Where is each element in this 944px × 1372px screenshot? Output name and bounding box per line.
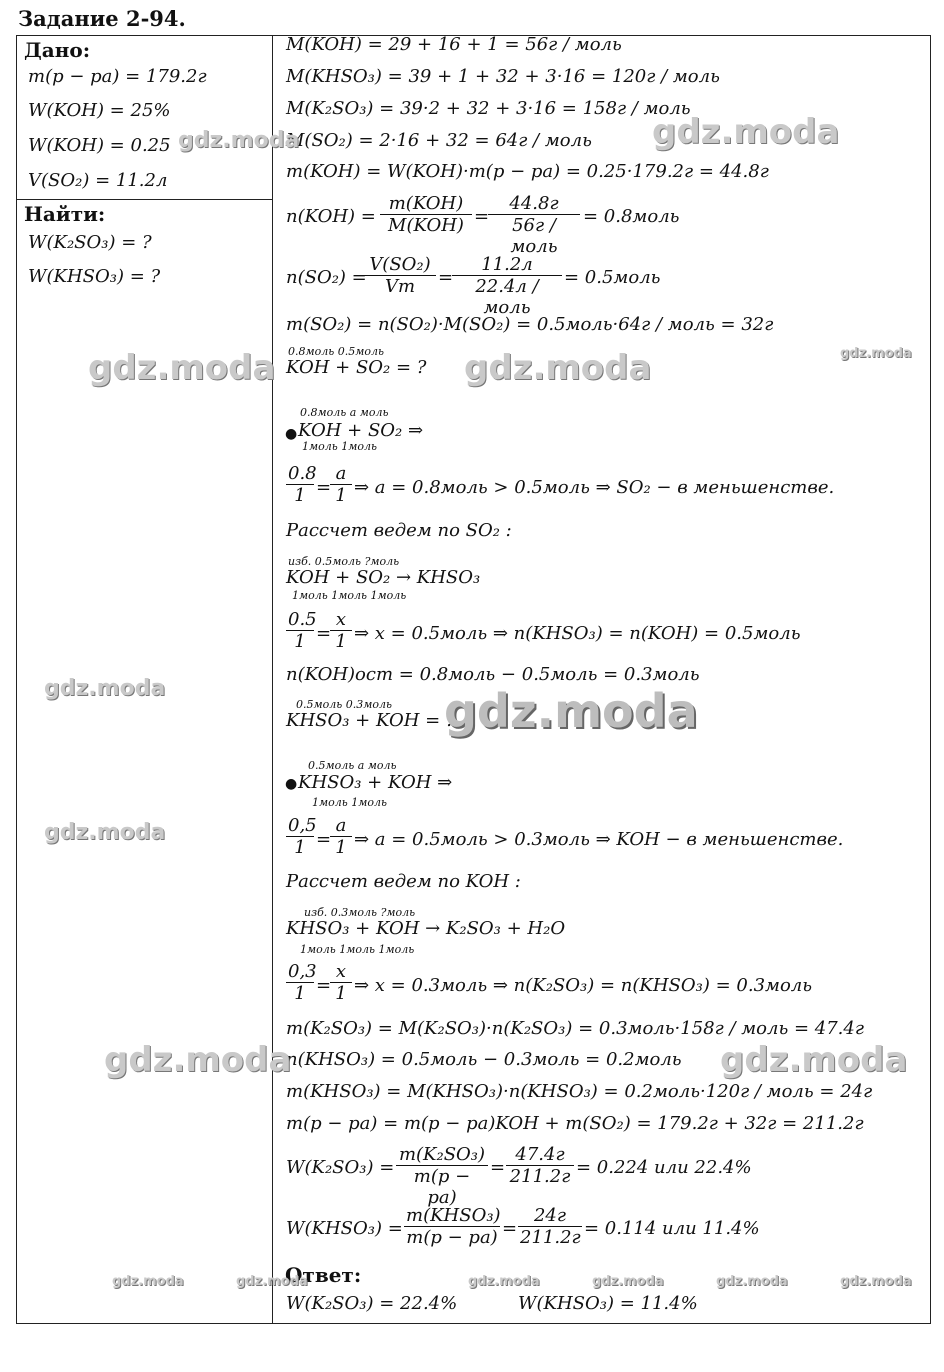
- ratio-fraction: $\frac{0.8}{1}$: [288, 463, 317, 506]
- find-header: Найти:: [24, 202, 106, 226]
- bullet-icon: ●: [285, 426, 298, 442]
- find-item: W(KHSO₃) = ?: [28, 266, 161, 287]
- w-khso3-value-fraction: 24г 211.2г: [520, 1205, 581, 1248]
- conclusion-2: ⇒ x = 0.5моль ⇒ n(KHSO₃) = n(KOH) = 0.5моль: [354, 623, 801, 644]
- watermark-logo: gdz.moda: [840, 346, 912, 361]
- watermark-logo: gdz.moda: [178, 128, 300, 153]
- equals-sign: =: [316, 477, 332, 498]
- given-find-divider: [16, 199, 273, 200]
- watermark-logo: gdz.moda: [468, 1274, 540, 1289]
- w-k2so3-lhs: W(K₂SO₃) =: [286, 1157, 395, 1178]
- w-khso3-lhs: W(KHSO₃) =: [286, 1218, 403, 1239]
- bullet-icon: ●: [285, 776, 298, 792]
- reaction-1: KOH + SO₂ = ?: [286, 357, 427, 378]
- reaction-5: KHSO₃ + KOH ⇒: [298, 772, 453, 793]
- n-koh-formula-fraction: m(KOH) M(KOH): [380, 193, 472, 236]
- n-so2-formula-fraction: $\frac{\text{V(SO₂)}}{Vm}$: [364, 254, 436, 297]
- conclusion-1: ⇒ a = 0.8моль > 0.5моль ⇒ SO₂ − в меньшенстве.: [354, 477, 835, 498]
- watermark-logo: gdz.moda: [88, 348, 276, 388]
- reaction-4-amounts: 0.5моль 0.3моль: [296, 698, 392, 711]
- answer-khso3: W(KHSO₃) = 11.4%: [518, 1293, 698, 1314]
- calc-basis-1: Рассчет ведем по SO₂ :: [286, 520, 512, 541]
- reaction-5-amounts: 0.5моль а моль: [308, 759, 397, 772]
- watermark-logo: gdz.moda: [112, 1274, 184, 1289]
- given-header: Дано:: [24, 38, 91, 62]
- watermark-logo: gdz.moda: [44, 820, 166, 845]
- reaction-6: KHSO₃ + KOH → K₂SO₃ + H₂O: [286, 918, 566, 939]
- w-k2so3-value-fraction: 47.4г 211.2г: [506, 1144, 574, 1187]
- watermark-logo: gdz.moda: [716, 1274, 788, 1289]
- molar-mass-so2: M(SO₂) = 2·16 + 32 = 64г / моль: [286, 130, 592, 151]
- reaction-2-amounts: 0.8моль а моль: [300, 406, 389, 419]
- watermark-logo: gdz.moda: [592, 1274, 664, 1289]
- mass-k2so3: m(K₂SO₃) = M(K₂SO₃)·n(K₂SO₃) = 0.3моль·158г / моль = 47.4г: [286, 1018, 864, 1039]
- task-title: Задание 2-94.: [18, 6, 186, 31]
- given-item: V(SO₂) = 11.2л: [28, 170, 168, 191]
- ratio-fraction: $\frac{0,3}{1}$: [288, 961, 317, 1004]
- reaction-3-amounts: изб. 0.5моль ?моль: [288, 555, 400, 568]
- mass-so2: m(SO₂) = n(SO₂)·M(SO₂) = 0.5моль·64г / моль = 32г: [286, 314, 774, 335]
- watermark-logo: gdz.moda: [464, 348, 652, 388]
- molar-mass-koh: M(KOH) = 29 + 16 + 1 = 56г / моль: [286, 34, 622, 55]
- ratio-fraction: $\frac{0,5}{1}$: [288, 815, 317, 858]
- mass-koh: m(KOH) = W(KOH)·m(р − ра) = 0.25·179.2г = 44.8г: [286, 161, 769, 182]
- find-item: W(K₂SO₃) = ?: [28, 232, 152, 253]
- reaction-3: KOH + SO₂ → KHSO₃: [286, 567, 481, 588]
- molar-mass-k2so3: M(K₂SO₃) = 39·2 + 32 + 3·16 = 158г / моль: [286, 98, 691, 119]
- n-khso3-remaining: n(KHSO₃) = 0.5моль − 0.3моль = 0.2моль: [286, 1049, 682, 1070]
- w-k2so3-result: = 0.224 или 22.4%: [576, 1157, 752, 1178]
- n-so2-lhs: n(SO₂) =: [286, 267, 367, 288]
- given-item: m(р − ра) = 179.2г: [28, 66, 207, 87]
- n-koh-remaining: n(KOH)ост = 0.8моль − 0.5моль = 0.3моль: [286, 664, 700, 685]
- n-koh-result: = 0.8моль: [583, 206, 680, 227]
- reaction-5-coefficients: 1моль 1моль: [312, 796, 387, 809]
- ratio-fraction: $\frac{a}{1}$: [330, 463, 352, 506]
- watermark-logo: gdz.moda: [44, 676, 166, 701]
- n-koh-value-fraction: 44.8г 56г / моль: [488, 193, 580, 257]
- reaction-4: KHSO₃ + KOH = ?: [286, 710, 456, 731]
- watermark-logo: gdz.moda: [720, 1040, 908, 1080]
- watermark-logo: gdz.moda: [236, 1274, 308, 1289]
- ratio-fraction: $\frac{x}{1}$: [330, 609, 352, 652]
- given-item: W(KOH) = 25%: [28, 100, 171, 121]
- molar-mass-khso3: M(KHSO₃) = 39 + 1 + 32 + 3·16 = 120г / моль: [286, 66, 720, 87]
- n-so2-result: = 0.5моль: [564, 267, 661, 288]
- reaction-6-amounts: изб. 0.3моль ?моль: [304, 906, 416, 919]
- answer-header: Ответ:: [285, 1263, 362, 1287]
- watermark-logo: gdz.moda: [104, 1040, 292, 1080]
- w-khso3-formula-fraction: m(KHSO₃) m(р − ра): [406, 1205, 501, 1248]
- w-khso3-result: = 0.114 или 11.4%: [584, 1218, 760, 1239]
- answer-k2so3: W(K₂SO₃) = 22.4%: [286, 1293, 458, 1314]
- calc-basis-2: Рассчет ведем по KOH :: [286, 871, 521, 892]
- ratio-fraction: $\frac{0.5}{1}$: [288, 609, 317, 652]
- watermark-logo: gdz.moda: [444, 684, 698, 738]
- equals-sign: =: [490, 1157, 506, 1178]
- reaction-3-coefficients: 1моль 1моль 1моль: [292, 589, 407, 602]
- ratio-fraction: $\frac{a}{1}$: [330, 815, 352, 858]
- equals-sign: =: [316, 829, 332, 850]
- equals-sign: =: [502, 1218, 518, 1239]
- n-koh-lhs: n(KOH) =: [286, 206, 376, 227]
- mass-khso3: m(KHSO₃) = M(KHSO₃)·n(KHSO₃) = 0.2моль·120г / моль = 24г: [286, 1081, 873, 1102]
- n-so2-value-fraction: 11.2л 22.4л / моль: [452, 254, 562, 318]
- equals-sign: =: [438, 267, 454, 288]
- reaction-6-coefficients: 1моль 1моль 1моль: [300, 943, 415, 956]
- reaction-1-amounts: 0.8моль 0.5моль: [288, 345, 384, 358]
- given-item: W(KOH) = 0.25: [28, 135, 171, 156]
- reaction-2: KOH + SO₂ ⇒: [298, 420, 424, 441]
- reaction-2-coefficients: 1моль 1моль: [302, 440, 377, 453]
- watermark-logo: gdz.moda: [652, 112, 840, 152]
- conclusion-3: ⇒ a = 0.5моль > 0.3моль ⇒ KOH − в меньшенстве.: [354, 829, 844, 850]
- column-divider: [272, 35, 273, 1324]
- solution-mass: m(р − ра) = m(р − ра)KOH + m(SO₂) = 179.2г + 32г = 211.2г: [286, 1113, 864, 1134]
- conclusion-4: ⇒ x = 0.3моль ⇒ n(K₂SO₃) = n(KHSO₃) = 0.3моль: [354, 975, 813, 996]
- w-k2so3-formula-fraction: m(K₂SO₃) m(р − ра): [396, 1144, 488, 1208]
- ratio-fraction: $\frac{x}{1}$: [330, 961, 352, 1004]
- watermark-logo: gdz.moda: [840, 1274, 912, 1289]
- equals-sign: =: [316, 975, 332, 996]
- equals-sign: =: [316, 623, 332, 644]
- equals-sign: =: [474, 206, 490, 227]
